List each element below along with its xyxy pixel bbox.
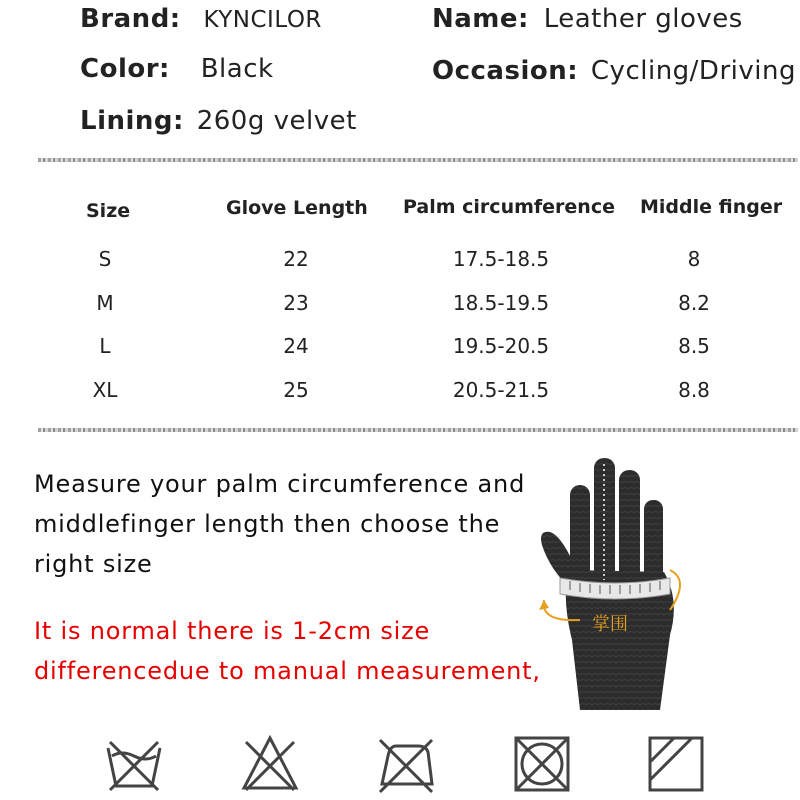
name-value: Leather gloves <box>543 4 743 34</box>
cell-palm: 18.5-19.5 <box>452 291 550 315</box>
cell-palm: 20.5-21.5 <box>452 378 550 402</box>
top-divider <box>38 158 798 162</box>
occasion-value: Cycling/Driving <box>590 56 796 86</box>
lining-value: 260g velvet <box>196 106 357 136</box>
hand-icon <box>520 450 700 710</box>
cell-size: XL <box>92 378 118 402</box>
brand-row <box>80 4 322 34</box>
occasion-label: Occasion: <box>432 56 579 86</box>
measurement-note <box>34 611 541 691</box>
header-size: Size <box>86 200 131 222</box>
instruction-line: Measure your palm circumference and <box>34 470 526 498</box>
bottom-divider <box>38 428 798 432</box>
cell-middle-finger: 8.5 <box>678 334 710 358</box>
brand-label: Brand: <box>80 4 181 34</box>
note-line: differencedue to manual measurement, <box>34 657 541 685</box>
cell-glove-length: 24 <box>283 334 309 358</box>
cell-middle-finger: 8.8 <box>678 378 710 402</box>
cell-palm: 19.5-20.5 <box>452 334 550 358</box>
do-not-wash-icon <box>104 734 164 794</box>
instruction-line: middlefinger length then choose the <box>34 510 501 538</box>
cell-middle-finger: 8 <box>687 247 701 271</box>
hand-measurement-illustration <box>520 450 700 710</box>
dry-in-shade-icon <box>646 734 706 794</box>
measure-instructions <box>34 464 525 584</box>
do-not-bleach-icon <box>240 734 300 794</box>
instruction-line: right size <box>34 550 153 578</box>
color-label: Color: <box>80 54 170 84</box>
header-palm-circumference: Palm circumference <box>403 196 615 218</box>
color-row <box>80 54 274 84</box>
note-line: It is normal there is 1-2cm size <box>34 617 431 645</box>
header-glove-length: Glove Length <box>226 197 368 219</box>
cell-size: L <box>99 334 111 358</box>
cell-size: M <box>96 291 114 315</box>
name-row <box>432 4 743 34</box>
cell-middle-finger: 8.2 <box>678 291 710 315</box>
occasion-row <box>432 56 796 86</box>
color-value: Black <box>200 54 274 84</box>
do-not-tumble-dry-icon <box>512 734 572 794</box>
cell-glove-length: 23 <box>283 291 309 315</box>
cell-glove-length: 22 <box>283 247 309 271</box>
do-not-iron-icon <box>374 734 438 794</box>
cell-palm: 17.5-18.5 <box>452 247 550 271</box>
brand-value: KYNCILOR <box>203 7 322 33</box>
palm-label: 掌围 <box>592 614 628 635</box>
lining-label: Lining: <box>80 106 184 136</box>
header-middle-finger: Middle finger <box>640 196 783 218</box>
name-label: Name: <box>432 4 529 34</box>
cell-size: S <box>98 247 112 271</box>
lining-row <box>80 106 357 136</box>
cell-glove-length: 25 <box>283 378 309 402</box>
